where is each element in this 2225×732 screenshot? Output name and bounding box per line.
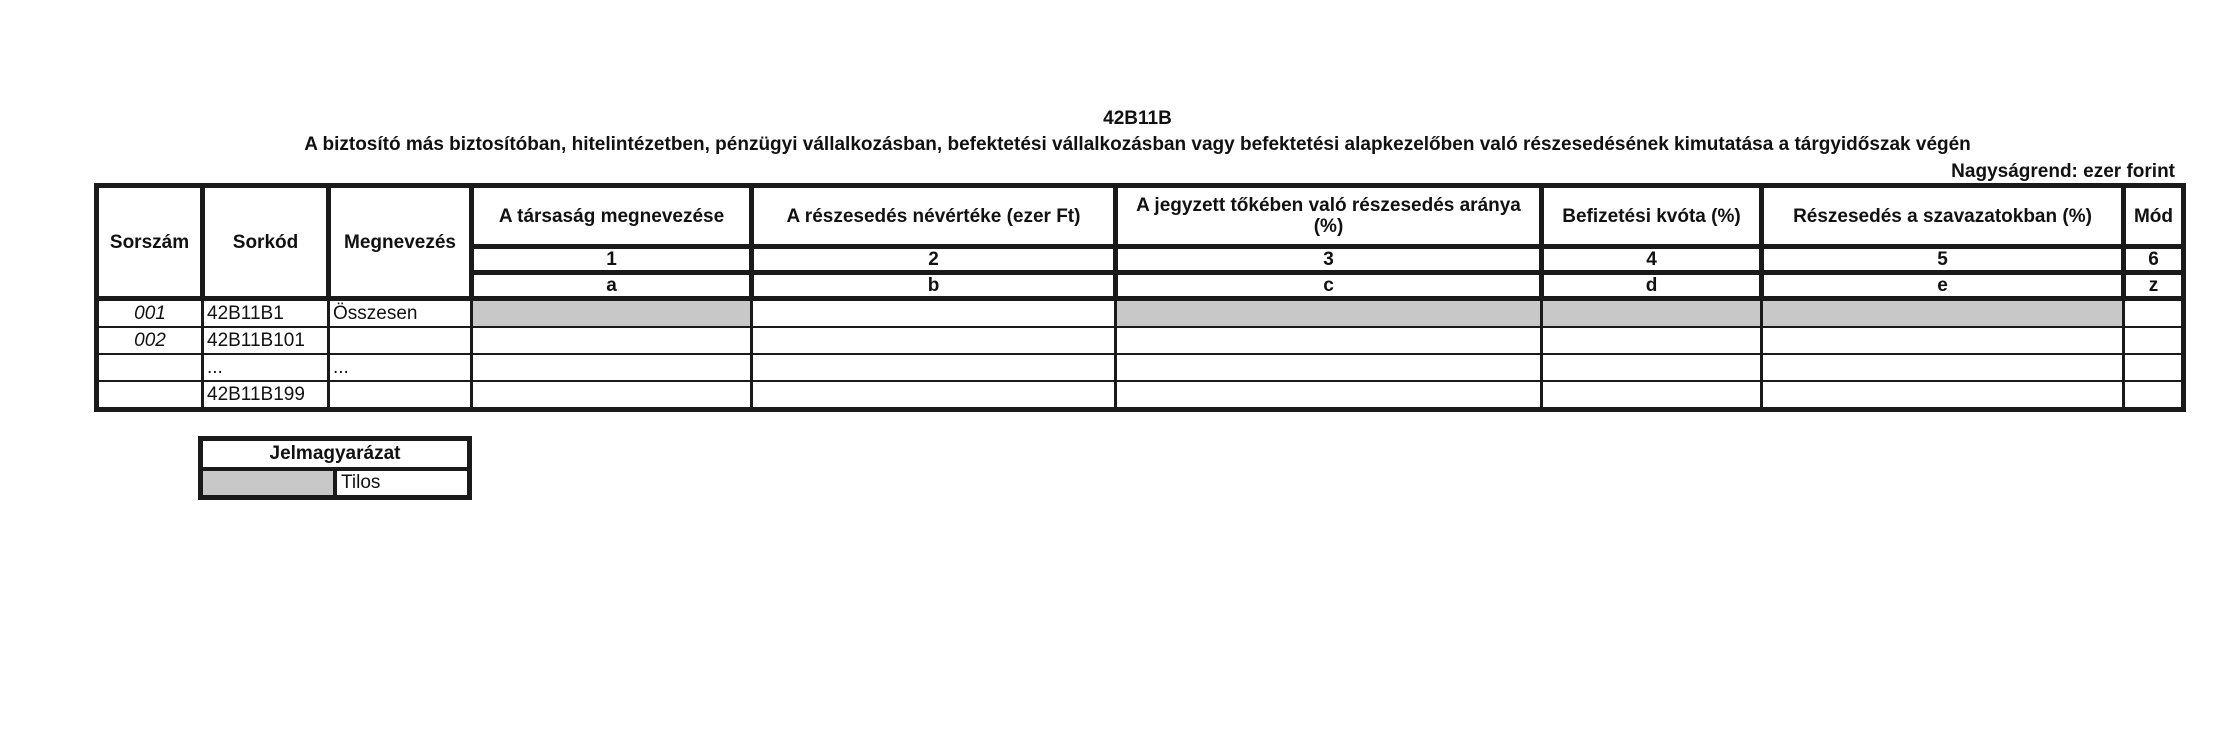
header-col-2-number: 2 (752, 247, 1116, 273)
cell-forbidden (1116, 299, 1542, 328)
header-col-3-label: A jegyzett tőkében való részesedés aránya (%) (1116, 186, 1542, 247)
cell-input[interactable] (2124, 354, 2184, 381)
row-megnevezes (329, 381, 472, 410)
row-sorkod: ... (203, 354, 329, 381)
header-col-3-letter: c (1116, 273, 1542, 299)
cell-input[interactable] (2124, 381, 2184, 410)
cell-forbidden (1542, 299, 1762, 328)
header-col-5-number: 5 (1762, 247, 2124, 273)
row-sorkod: 42B11B101 (203, 327, 329, 354)
cell-input[interactable] (1116, 327, 1542, 354)
data-table (94, 183, 2186, 412)
cell-input[interactable] (472, 381, 752, 410)
cell-input[interactable] (752, 354, 1116, 381)
row-sorszam (97, 381, 203, 410)
legend-label-forbidden: Tilos (341, 472, 381, 493)
cell-input[interactable] (752, 381, 1116, 410)
cell-input[interactable] (1542, 381, 1762, 410)
header-sorkod: Sorkód (203, 186, 329, 299)
header-col-4-letter: d (1542, 273, 1762, 299)
row-sorszam (97, 354, 203, 381)
cell-input[interactable] (2124, 327, 2184, 354)
row-megnevezes: Összesen (329, 299, 472, 328)
header-col-1-letter: a (472, 273, 752, 299)
legend-table (198, 436, 472, 500)
cell-input[interactable] (1542, 327, 1762, 354)
header-col-3-number: 3 (1116, 247, 1542, 273)
cell-forbidden (1762, 299, 2124, 328)
row-sorkod: 42B11B199 (203, 381, 329, 410)
header-col-4-number: 4 (1542, 247, 1762, 273)
header-col-6-number: 6 (2124, 247, 2184, 273)
header-megnevezes: Megnevezés (329, 186, 472, 299)
cell-input[interactable] (752, 327, 1116, 354)
row-sorkod: 42B11B1 (203, 299, 329, 328)
header-col-4-label: Befizetési kvóta (%) (1542, 186, 1762, 247)
row-megnevezes: ... (329, 354, 472, 381)
cell-input[interactable] (1762, 354, 2124, 381)
table-row (97, 354, 2184, 381)
cell-input[interactable] (472, 354, 752, 381)
form-description: A biztosító más biztosítóban, hitelintézetben, pénzügyi vállalkozásban, befektetési vállalkozásban vagy befektetési alapkezelőben való részesedésének kimutatása a tárgyidőszak végén (304, 134, 1971, 155)
cell-input[interactable] (1762, 327, 2124, 354)
header-col-1-number: 1 (472, 247, 752, 273)
cell-input[interactable] (752, 299, 1116, 328)
header-sorszam: Sorszám (97, 186, 203, 299)
legend-swatch-forbidden (201, 469, 336, 498)
header-col-5-label: Részesedés a szavazatokban (%) (1762, 186, 2124, 247)
header-col-2-label: A részesedés névértéke (ezer Ft) (752, 186, 1116, 247)
header-col-1-label: A társaság megnevezése (472, 186, 752, 247)
row-sorszam: 001 (97, 299, 203, 328)
table-row (97, 299, 2184, 328)
table-row (97, 327, 2184, 354)
cell-input[interactable] (1116, 354, 1542, 381)
cell-input[interactable] (2124, 299, 2184, 328)
unit-label: Nagyságrend: ezer forint (1951, 161, 2175, 182)
header-col-6-letter: z (2124, 273, 2184, 299)
cell-forbidden (472, 299, 752, 328)
cell-input[interactable] (1762, 381, 2124, 410)
header-col-2-letter: b (752, 273, 1116, 299)
header-col-6-label: Mód (2124, 186, 2184, 247)
row-sorszam: 002 (97, 327, 203, 354)
table-row (97, 381, 2184, 410)
legend-title: Jelmagyarázat (201, 439, 470, 470)
cell-input[interactable] (472, 327, 752, 354)
cell-input[interactable] (1116, 381, 1542, 410)
row-megnevezes (329, 327, 472, 354)
cell-input[interactable] (1542, 354, 1762, 381)
header-col-5-letter: e (1762, 273, 2124, 299)
form-code-title: 42B11B (1103, 108, 1172, 129)
